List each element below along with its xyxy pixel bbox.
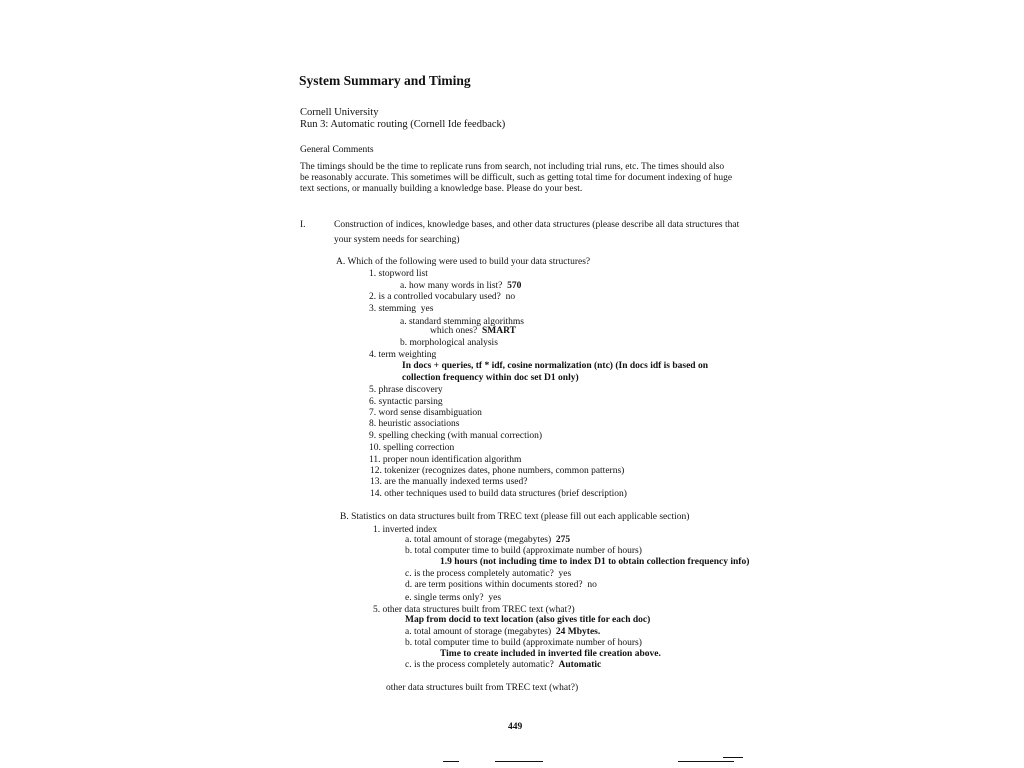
- answer: Map from docid to text location (also gives title for each doc): [405, 615, 651, 625]
- answer: In docs + queries, tf * idf, cosine normalization (ntc) (In docs idf is based on: [402, 361, 708, 371]
- list-item: 7. word sense disambiguation: [369, 408, 482, 418]
- general-heading: General Comments: [300, 145, 374, 155]
- section-text: Construction of indices, knowledge bases, and other data structures (please describe all data structures that: [334, 220, 740, 230]
- list-item: a. standard stemming algorithms: [400, 317, 525, 327]
- list-item: 5. phrase discovery: [369, 385, 443, 395]
- answer: no: [505, 292, 516, 302]
- part-a-heading: A. Which of the following were used to build your data structures?: [336, 257, 591, 267]
- answer: yes: [488, 593, 502, 603]
- list-item: [430, 325, 516, 337]
- answer: yes: [420, 304, 434, 314]
- run-description: Run 3: Automatic routing (Cornell Ide feedback): [300, 119, 506, 130]
- list-item: [369, 303, 433, 315]
- list-item: 14. other techniques used to build data structures (brief description): [370, 489, 627, 499]
- answer: 24 Mbytes.: [555, 627, 601, 637]
- question: e. single terms only?: [405, 593, 484, 603]
- question: c. is the process completely automatic?: [405, 660, 554, 670]
- part-b-heading: B. Statistics on data structures built from TREC text (please fill out each applicable section): [340, 512, 690, 522]
- question: d. are term positions within documents stored?: [405, 580, 583, 590]
- answer: 275: [555, 535, 571, 545]
- list-item: [405, 659, 601, 671]
- general-text-line: be reasonably accurate. This sometimes will be difficult, such as getting total time for document indexing of huge: [300, 173, 733, 183]
- general-text-line: The timings should be the time to replicate runs from search, not including trial runs, etc. The times should also: [300, 162, 725, 172]
- answer: 570: [507, 281, 522, 291]
- question: 3. stemming: [369, 304, 416, 314]
- list-item: other data structures built from TREC text (what?): [386, 683, 579, 693]
- question: 2. is a controlled vocabulary used?: [369, 292, 501, 302]
- list-item: b. total computer time to build (approximate number of hours): [405, 638, 642, 648]
- page-number: 449: [508, 722, 523, 732]
- list-item: 8. heuristic associations: [369, 419, 460, 429]
- list-item: 13. are the manually indexed terms used?: [370, 477, 528, 487]
- question: which ones?: [430, 326, 478, 336]
- list-item: 5. other data structures built from TREC text (what?): [373, 605, 575, 615]
- answer: Automatic: [558, 660, 602, 670]
- list-item: 1. inverted index: [373, 525, 438, 535]
- page-title: System Summary and Timing: [299, 73, 471, 88]
- answer: SMART: [481, 326, 516, 336]
- list-item: 1. stopword list: [369, 269, 428, 279]
- scan-line: [495, 761, 543, 762]
- list-item: 12. tokenizer (recognizes dates, phone numbers, common patterns): [370, 466, 625, 476]
- answer: Time to create included in inverted file creation above.: [440, 649, 661, 659]
- list-item: 9. spelling checking (with manual correction): [369, 431, 543, 441]
- list-item: b. total computer time to build (approximate number of hours): [405, 546, 642, 556]
- section-text: your system needs for searching): [334, 235, 460, 245]
- section-number: I.: [300, 220, 306, 230]
- question: a. how many words in list?: [400, 281, 503, 291]
- question: a. total amount of storage (megabytes): [405, 627, 552, 637]
- scan-line: [443, 761, 459, 762]
- answer: collection frequency within doc set D1 only): [402, 373, 579, 383]
- list-item: [405, 579, 597, 591]
- list-item: [369, 291, 515, 303]
- organization: Cornell University: [300, 107, 379, 118]
- question: c. is the process completely automatic?: [405, 569, 554, 579]
- list-item: 4. term weighting: [369, 350, 437, 360]
- list-item: 6. syntactic parsing: [369, 397, 443, 407]
- list-item: 10. spelling correction: [369, 443, 455, 453]
- answer: yes: [558, 569, 572, 579]
- scan-line: [723, 757, 743, 758]
- question: a. total amount of storage (megabytes): [405, 535, 552, 545]
- list-item: 11. proper noun identification algorithm: [369, 455, 522, 465]
- scan-line: [678, 761, 734, 762]
- general-text-line: text sections, or manually building a knowledge base. Please do your best.: [300, 184, 583, 194]
- answer: 1.9 hours (not including time to index D1 to obtain collection frequency info): [440, 557, 750, 567]
- list-item: [405, 592, 501, 604]
- answer: no: [587, 580, 597, 590]
- list-item: b. morphological analysis: [400, 338, 498, 348]
